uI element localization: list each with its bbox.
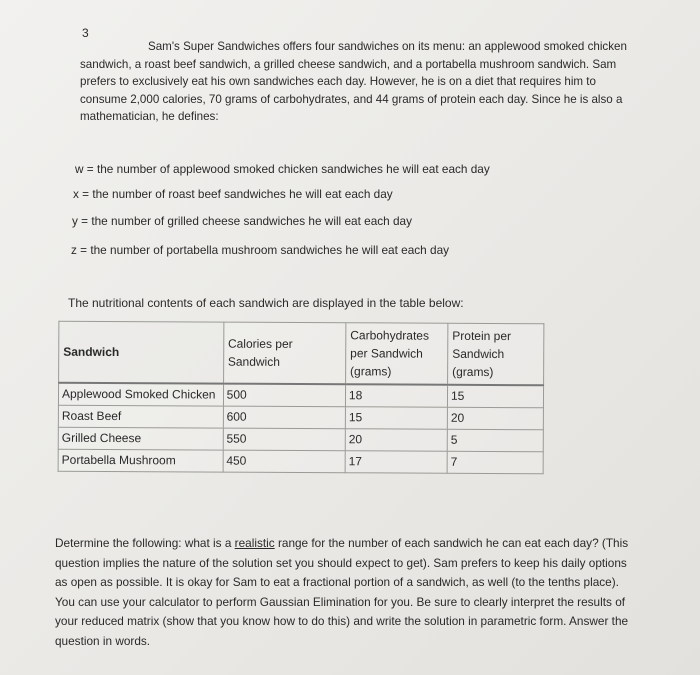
cell-carbohydrates: 17 [345,451,447,474]
nutrition-table [58,321,545,475]
cell-carbohydrates: 18 [345,384,447,407]
cell-protein: 5 [447,429,543,452]
cell-calories: 450 [223,450,345,473]
cell-calories: 500 [223,384,345,407]
cell-sandwich: Applewood Smoked Chicken [58,383,223,406]
table-row [58,427,543,452]
cell-protein: 15 [447,385,543,408]
table-row [58,405,543,430]
question-paragraph [55,534,635,651]
realistic-emphasis: realistic [234,536,275,550]
header-protein: Protein per Sandwich (grams) [448,323,544,385]
cell-calories: 600 [223,406,345,429]
question-text-rest: range for the number of each sandwich he can eat each day? (This question implies the nature of the solution set you should expect to get). Sam prefers to keep his daily options as open as possible. It is okay for Sam to eat a fractional portion of a sandwich, as well (to the tenths place). You can use your calculator to perform Gaussian Elimination for you. Be sure to clearly interpret the results of your reduced matrix (show that you know how to do this) and write the solution in parametric form. Answer the question in words. [55,536,629,648]
definition-z: z = the number of portabella mushroom sandwiches he will eat each day [71,243,450,257]
header-carbohydrates: Carbohydrates per Sandwich (grams) [346,323,448,385]
cell-sandwich: Grilled Cheese [58,427,223,450]
cell-protein: 7 [447,451,543,474]
table-intro: The nutritional contents of each sandwich are displayed in the table below: [68,296,464,310]
header-sandwich: Sandwich [59,321,224,383]
intro-text: Sam's Super Sandwiches offers four sandwiches on its menu: an applewood smoked chicken sandwich, a roast beef sandwich, a grilled cheese sandwich, and a portabella mushroom sandwich. Sam prefers to exclusively eat his own sandwiches each day. However, he is on a diet that requires him to consume 2,000 calories, 70 grams of carbohydrates, and 44 grams of protein each day. Since he is also a mathematician, he defines: [80,40,627,123]
table-header-row [59,321,544,385]
question-text-start: Determine the following: what is a [55,536,235,550]
cell-carbohydrates: 15 [345,407,447,430]
table-row [58,449,543,474]
question-number: 3 [82,26,89,40]
header-calories: Calories per Sandwich [223,322,346,384]
definition-y: y = the number of grilled cheese sandwiches he will eat each day [72,214,413,228]
cell-sandwich: Portabella Mushroom [58,449,223,472]
cell-sandwich: Roast Beef [58,405,223,428]
table-row [58,383,543,408]
intro-paragraph [80,38,628,126]
definition-w: w = the number of applewood smoked chicken sandwiches he will eat each day [75,162,490,176]
cell-calories: 550 [223,428,345,451]
definition-x: x = the number of roast beef sandwiches he will eat each day [73,187,393,201]
cell-protein: 20 [447,407,543,430]
cell-carbohydrates: 20 [345,429,447,452]
